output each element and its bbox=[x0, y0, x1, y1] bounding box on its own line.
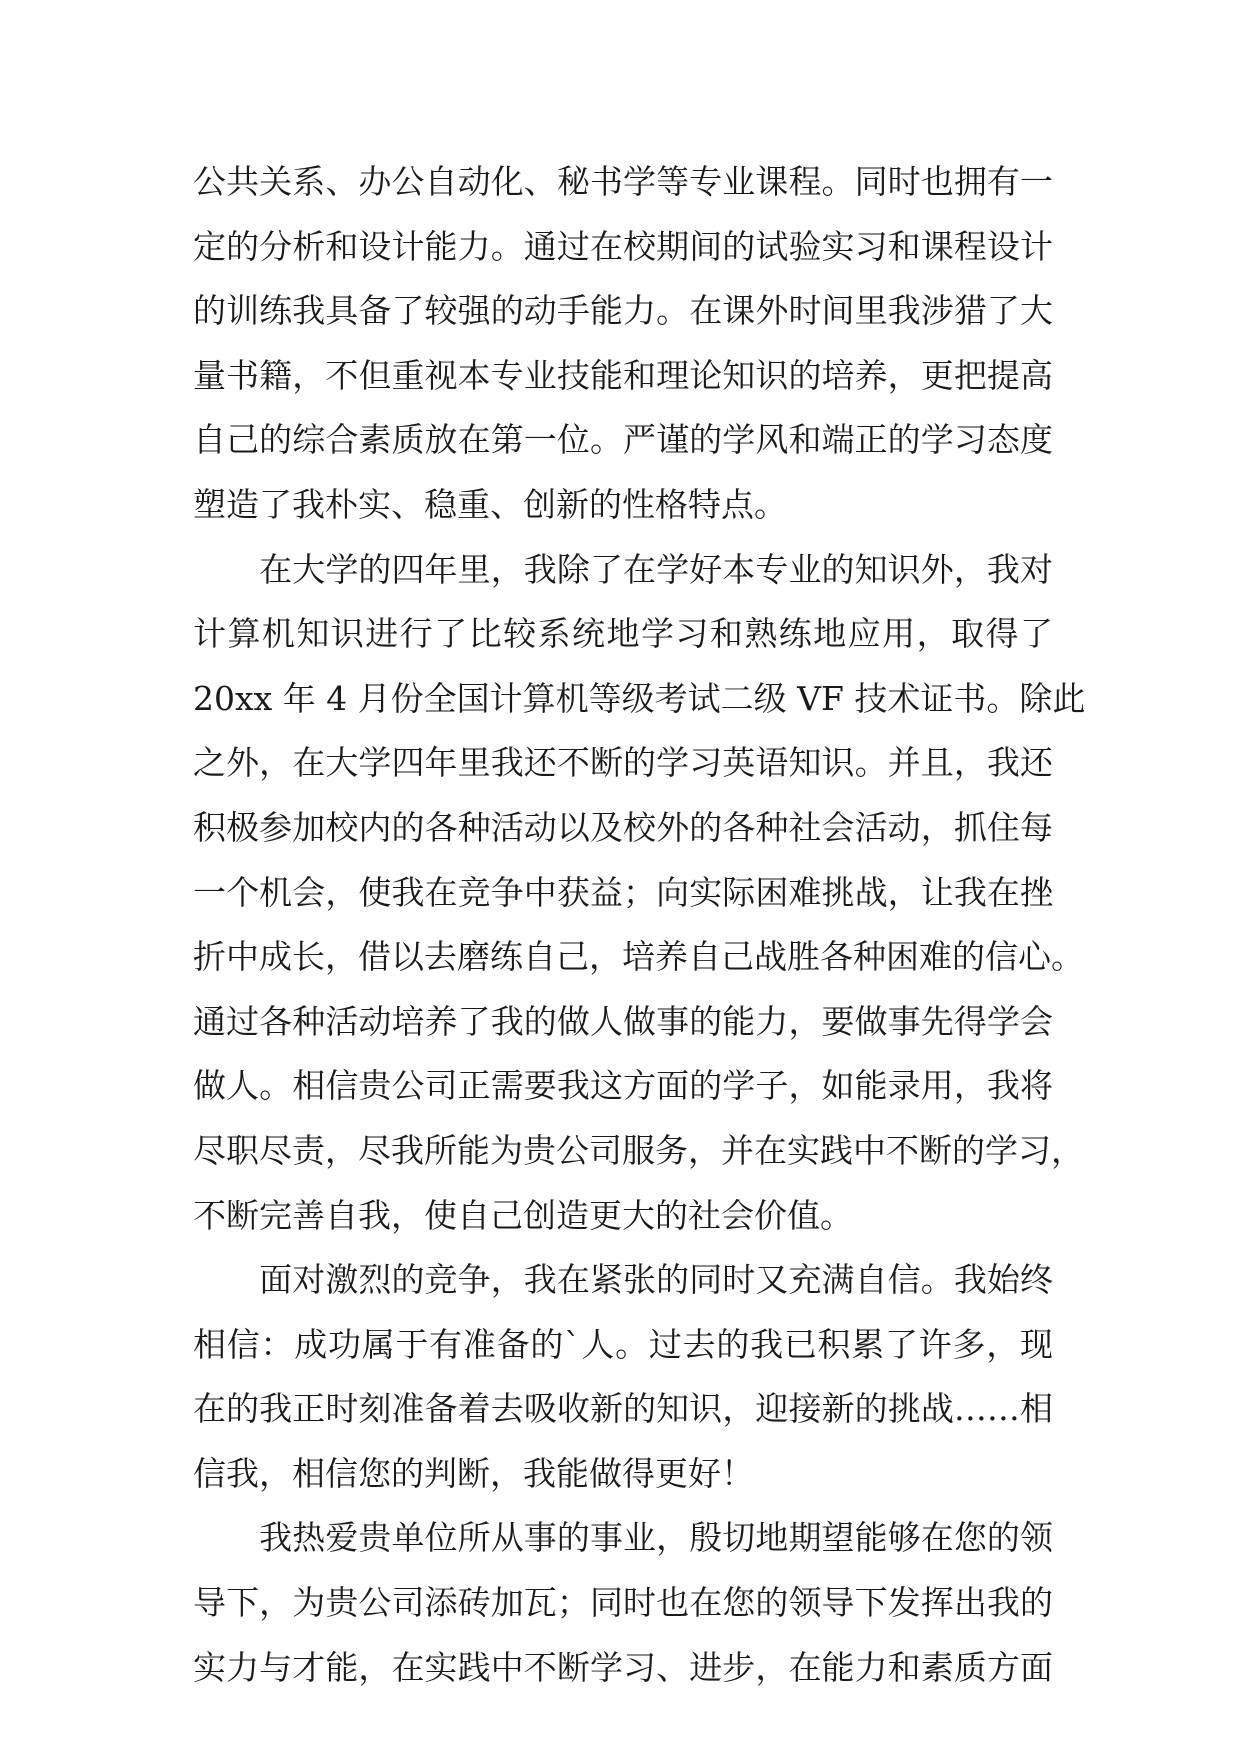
body-line: 之外，在大学四年里我还不断的学习英语知识。并且，我还 bbox=[193, 743, 1053, 783]
body-line: 折中成长，借以去磨练自己，培养自己战胜各种困难的信心。 bbox=[193, 937, 1084, 977]
body-line: 尽职尽责，尽我所能为贵公司服务，并在实践中不断的学习， bbox=[193, 1130, 1084, 1170]
body-line: 我热爱贵单位所从事的事业，殷切地期望能够在您的领 bbox=[193, 1518, 1053, 1558]
body-line: 做人。相信贵公司正需要我这方面的学子，如能录用，我将 bbox=[193, 1066, 1053, 1106]
body-line: 自己的综合素质放在第一位。严谨的学风和端正的学习态度 bbox=[193, 420, 1053, 460]
body-line: 积极参加校内的各种活动以及校外的各种社会活动，抓住每 bbox=[193, 807, 1053, 847]
body-line: 定的分析和设计能力。通过在校期间的试验实习和课程设计 bbox=[193, 226, 1053, 266]
body-line: 的训练我具备了较强的动手能力。在课外时间里我涉猎了大 bbox=[193, 291, 1053, 331]
body-line: 一个机会，使我在竞争中获益；向实际困难挑战，让我在挫 bbox=[193, 872, 1053, 912]
body-line: 导下，为贵公司添砖加瓦；同时也在您的领导下发挥出我的 bbox=[193, 1583, 1053, 1623]
body-line: 相信：成功属于有准备的`人。过去的我已积累了许多，现 bbox=[193, 1324, 1053, 1364]
body-line: 量书籍，不但重视本专业技能和理论知识的培养，更把提高 bbox=[193, 355, 1053, 395]
body-line: 通过各种活动培养了我的做人做事的能力，要做事先得学会 bbox=[193, 1001, 1053, 1041]
body-line: 公共关系、办公自动化、秘书学等专业课程。同时也拥有一 bbox=[193, 162, 1053, 201]
body-line: 信我，相信您的判断，我能做得更好！ bbox=[193, 1453, 754, 1493]
body-line: 在大学的四年里，我除了在学好本专业的知识外，我对 bbox=[193, 549, 1053, 589]
body-line: 20xx 年 4 月份全国计算机等级考试二级 VF 技术证书。除此 bbox=[193, 678, 1086, 718]
body-line: 实力与才能，在实践中不断学习、进步，在能力和素质方面 bbox=[193, 1647, 1053, 1687]
body-line: 不断完善自我，使自己创造更大的社会价值。 bbox=[193, 1195, 853, 1235]
letter-body bbox=[193, 150, 1086, 1700]
body-line: 计算机知识进行了比较系统地学习和熟练地应用，取得了 bbox=[193, 614, 1053, 654]
body-line: 塑造了我朴实、稳重、创新的性格特点。 bbox=[193, 484, 787, 524]
body-line: 面对激烈的竞争，我在紧张的同时又充满自信。我始终 bbox=[193, 1260, 1053, 1300]
body-line: 在的我正时刻准备着去吸收新的知识，迎接新的挑战……相 bbox=[193, 1389, 1053, 1429]
